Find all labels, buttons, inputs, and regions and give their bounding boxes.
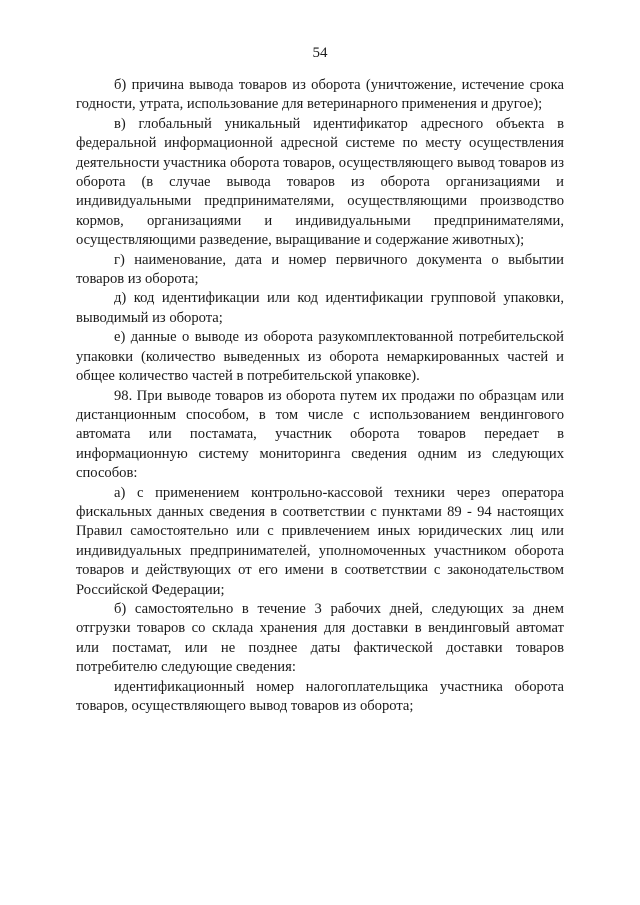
document-body: [76, 76, 564, 716]
paragraph-a-cash-register: а) с применением контрольно-кассовой техники через оператора фискальных данных сведения в соответствии с пунктами 89 - 94 настоящих Правил самостоятельно или с привлечением иных юридических лиц или индивидуальных предпринимателей, уполномоченных участником оборота товаров и действующих от его имени в соответствии с законодательством Российской Федерации;: [76, 484, 564, 598]
paragraph-g-primary-document: г) наименование, дата и номер первичного документа о выбытии товаров из оборота;: [76, 251, 564, 288]
paragraph-98-remote-sale: 98. При выводе товаров из оборота путем их продажи по образцам или дистанционным способом, в том числе с использованием вендингового автомата или постамата, участник оборота товаров передает в информационную систему мониторинга сведения одним из следующих способов:: [76, 387, 564, 482]
paragraph-v-address-identifier: в) глобальный уникальный идентификатор адресного объекта в федеральной информационной адресной системе по месту осуществления деятельности участника оборота товаров, осуществляющего вывод товаров из оборота (в случае вывода товаров из оборота организациями и индивидуальными предпринимателями, осуществляющими производство кормов, организациями и индивидуальными предпринимателями, осуществляющими разведение, выращивание и содержание животных);: [76, 115, 564, 249]
paragraph-b-self-report: б) самостоятельно в течение 3 рабочих дней, следующих за днем отгрузки товаров со склада хранения для доставки в вендинговый автомат или постамат, или не позднее даты фактической доставки товаров потребителю следующие сведения:: [76, 600, 564, 676]
paragraph-b-reason: б) причина вывода товаров из оборота (уничтожение, истечение срока годности, утрата, использование для ветеринарного применения и другое);: [76, 77, 564, 113]
page-number: 54: [312, 45, 328, 61]
paragraph-e-unpacked-package: е) данные о выводе из оборота разукомплектованной потребительской упаковки (количество выведенных из оборота немаркированных частей и общее количество частей в потребительской упаковке).: [76, 329, 564, 385]
paragraph-d-identification-code: д) код идентификации или код идентификации групповой упаковки, выводимый из оборота;: [76, 290, 564, 326]
paragraph-taxpayer-number: идентификационный номер налогоплательщика участника оборота товаров, осуществляющего вывод товаров из оборота;: [76, 678, 564, 714]
